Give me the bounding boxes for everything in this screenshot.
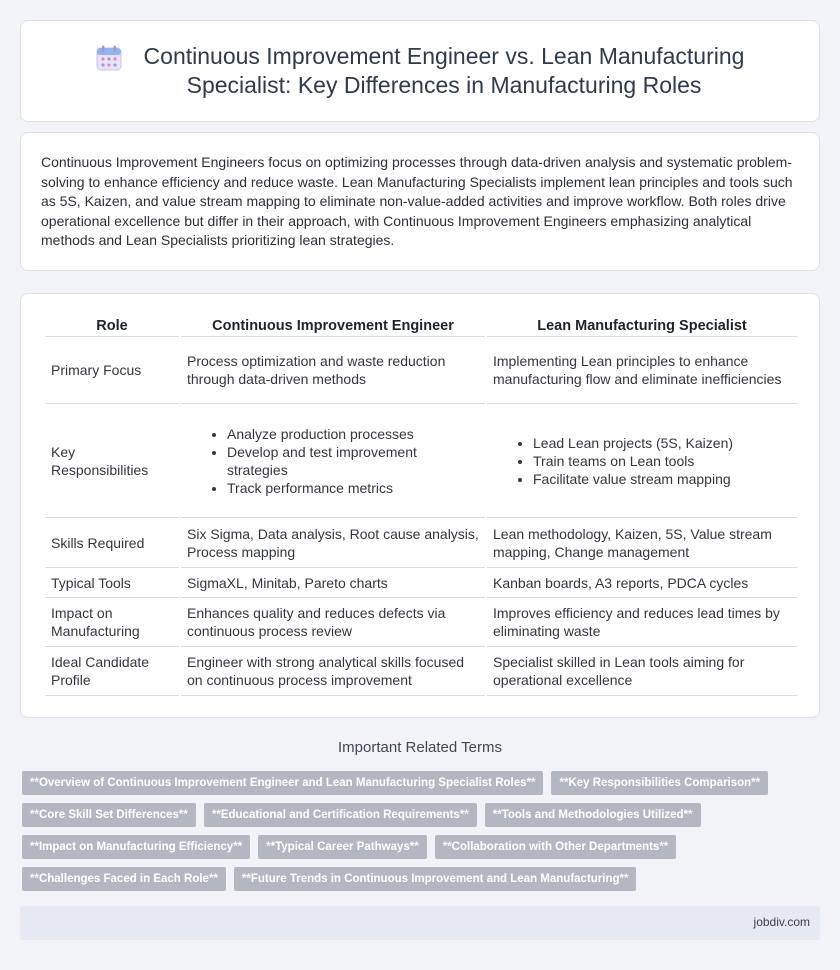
related-term-tag[interactable]: **Overview of Continuous Improvement Engineer and Lean Manufacturing Specialist Roles**	[22, 771, 543, 795]
row-role: Ideal Candidate Profile	[45, 647, 179, 696]
lms-cell: Improves efficiency and reduces lead times by eliminating waste	[487, 598, 797, 647]
related-term-tag[interactable]: **Typical Career Pathways**	[258, 835, 427, 859]
related-term-tag[interactable]: **Impact on Manufacturing Efficiency**	[22, 835, 250, 859]
cie-cell: Process optimization and waste reduction through data-driven methods	[181, 337, 485, 404]
footer-site-link[interactable]: jobdiv.com	[753, 915, 810, 929]
lms-responsibilities-list	[493, 434, 791, 488]
table-header-row	[45, 314, 797, 337]
intro-card	[20, 132, 820, 271]
footer-bar	[20, 906, 820, 940]
list-item: • Track performance metrics	[227, 479, 479, 497]
table-row	[45, 337, 797, 404]
lms-cell: Implementing Lean principles to enhance manufacturing flow and eliminate inefficiencies	[487, 337, 797, 404]
table-row	[45, 404, 797, 518]
lms-cell: Lean methodology, Kaizen, 5S, Value stream mapping, Change management	[487, 518, 797, 568]
related-term-tag[interactable]: **Challenges Faced in Each Role**	[22, 867, 226, 891]
lms-cell	[487, 404, 797, 518]
header-lms: Lean Manufacturing Specialist	[487, 314, 797, 337]
related-terms-heading: Important Related Terms	[338, 739, 502, 756]
header-card	[20, 20, 820, 122]
page-title-line-1: Continuous Improvement Engineer vs. Lean Manufacturing	[143, 43, 745, 69]
row-role: Key Responsibilities	[45, 404, 179, 518]
cie-cell: SigmaXL, Minitab, Pareto charts	[181, 568, 485, 598]
list-item: • Train teams on Lean tools	[533, 452, 791, 470]
row-role: Impact on Manufacturing	[45, 598, 179, 647]
row-role: Typical Tools	[45, 568, 179, 598]
related-term-tag[interactable]: **Tools and Methodologies Utilized**	[485, 803, 701, 827]
cie-cell: Enhances quality and reduces defects via continuous process review	[181, 598, 485, 647]
cie-cell: Six Sigma, Data analysis, Root cause analysis, Process mapping	[181, 518, 485, 568]
header-cie: Continuous Improvement Engineer	[181, 314, 485, 337]
list-item: • Facilitate value stream mapping	[533, 470, 791, 488]
list-item: • Develop and test improvement strategies	[227, 443, 479, 479]
calendar-icon	[96, 45, 122, 71]
list-item: • Analyze production processes	[227, 425, 479, 443]
row-role: Primary Focus	[45, 337, 179, 404]
table-row	[45, 647, 797, 696]
cie-responsibilities-list	[187, 425, 479, 497]
page-title-line-2: Specialist: Key Differences in Manufacturing Roles	[186, 72, 702, 98]
lms-cell: Specialist skilled in Lean tools aiming for operational excellence	[487, 647, 797, 696]
cie-cell	[181, 404, 485, 518]
related-terms-list	[22, 771, 822, 891]
row-role: Skills Required	[45, 518, 179, 568]
comparison-table	[43, 314, 799, 696]
cie-cell: Engineer with strong analytical skills focused on continuous process improvement	[181, 647, 485, 696]
table-row	[45, 598, 797, 647]
header-role: Role	[45, 314, 179, 337]
intro-paragraph: Continuous Improvement Engineers focus on optimizing processes through data-driven analysis and systematic problem-solving to enhance efficiency and reduce waste. Lean Manufacturing Specialists implement lean principles and tools such as 5S, Kaizen, and value stream mapping to eliminate non-value-added activities and improve workflow. Both roles drive operational excellence but differ in their approach, with Continuous Improvement Engineers emphasizing analytical methods and Lean Specialists prioritizing lean strategies.	[41, 154, 793, 249]
related-term-tag[interactable]: **Key Responsibilities Comparison**	[551, 771, 768, 795]
related-term-tag[interactable]: **Core Skill Set Differences**	[22, 803, 196, 827]
lms-cell: Kanban boards, A3 reports, PDCA cycles	[487, 568, 797, 598]
table-row	[45, 568, 797, 598]
page-title	[144, 42, 745, 100]
table-row	[45, 518, 797, 568]
list-item: • Lead Lean projects (5S, Kaizen)	[533, 434, 791, 452]
related-term-tag[interactable]: **Future Trends in Continuous Improvement and Lean Manufacturing**	[234, 867, 637, 891]
related-term-tag[interactable]: **Educational and Certification Requirements**	[204, 803, 477, 827]
related-term-tag[interactable]: **Collaboration with Other Departments**	[435, 835, 677, 859]
comparison-table-card	[20, 293, 820, 718]
